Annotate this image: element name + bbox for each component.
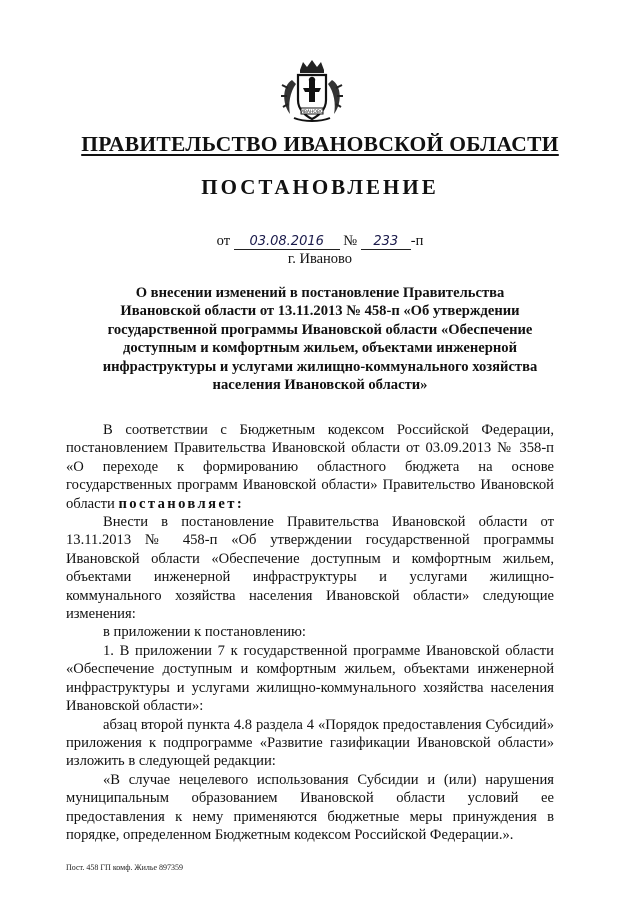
body-paragraph: в приложении к постановлению: bbox=[103, 624, 306, 641]
ivanovo-coat-of-arms-icon bbox=[278, 58, 346, 126]
from-label: от bbox=[216, 233, 231, 249]
resolution-keyword: постановляет: bbox=[118, 495, 245, 512]
footer-reference: Пост. 458 ГП комф. Жилье 897359 bbox=[66, 863, 184, 872]
government-title: ПРАВИТЕЛЬСТВО ИВАНОВСКОЙ ОБЛАСТИ bbox=[81, 132, 559, 156]
paragraph-text: В соответствии с Бюджетным кодексом Российской Федерации, постановлением Правительства Ивановской области от 03.09.2013 № 358-п «О переходе к формированию областного бюджета на основе государственных программ Ивановской области» Правительство Ивановской области bbox=[66, 422, 554, 512]
document-subject: О внесении изменений в постановление Правительства Ивановской области от 13.11.2013 № 458-п «Об утверждении государственной программы Ивановской области «Обеспечение доступным и комфортным жильем, объектами инженерной инфраструктуры и услугами жилищно-коммунального хозяйства населения Ивановской области» bbox=[102, 285, 538, 394]
document-date-number-line bbox=[0, 233, 640, 250]
emblem-lettering: ИВАНОВО bbox=[300, 110, 324, 115]
body-paragraph bbox=[66, 421, 554, 513]
document-city: г. Иваново bbox=[287, 251, 353, 267]
body-paragraph: «В случае нецелевого использования Субсидии и (или) нарушения муниципальным образованием Ивановской области условий ее предоставления к нему применяются бюджетные меры принуждения в порядке, определенном Бюджетным кодексом Российской Федерации.». bbox=[66, 771, 554, 843]
body-paragraph: абзац второй пункта 4.8 раздела 4 «Порядок предоставления Субсидий» приложения к подпрограмме «Развитие газификации Ивановской области» изложить в следующей редакции: bbox=[66, 716, 554, 770]
document-type-title: ПОСТАНОВЛЕНИЕ bbox=[201, 175, 439, 199]
body-paragraph: Внести в постановление Правительства Ивановской области от 13.11.2013 № 458-п «Об утверждении государственной программы Ивановской области «Обеспечение доступным и комфортным жильем, объектами инженерной инфраструктуры и услугами жилищно-коммунального хозяйства населения Ивановской области» следующие изменения: bbox=[66, 514, 554, 623]
document-number: 233 bbox=[361, 235, 411, 250]
number-label: № bbox=[343, 233, 358, 249]
document-body bbox=[66, 421, 554, 844]
body-paragraph: 1. В приложении 7 к государственной программе Ивановской области «Обеспечение доступным и комфортным жильем, объектами инженерной инфраструктуры и услугами жилищно-коммунального хозяйства населения Ивановской области»: bbox=[66, 642, 554, 715]
document-date: 03.08.2016 bbox=[234, 235, 340, 250]
number-suffix: -п bbox=[410, 233, 424, 249]
